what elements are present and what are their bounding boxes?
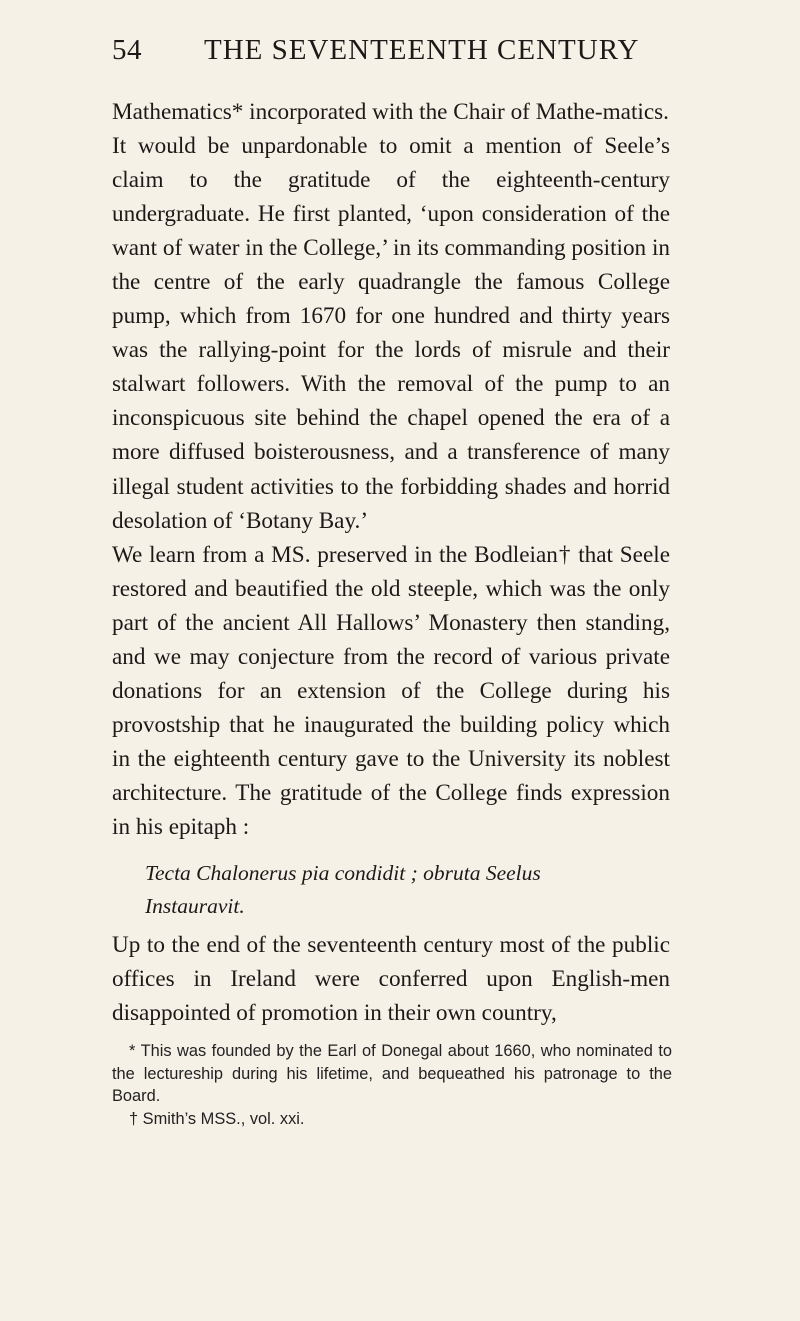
- footnote-2: † Smith’s MSS., vol. xxi.: [129, 1110, 305, 1129]
- paragraph-2: It would be unpardonable to omit a mention of Seele’s claim to the gratitude of the eighteenth-century undergraduate. He first planted, ‘upon consideration of the want of water in the College,’ in its commanding position in the centre of the early quadrangle the famous College pump, which from 1670 for one hundred and thirty years was the rallying-point for the lords of misrule and their stalwart followers. With the removal of the pump to an inconspicuous site behind the chapel opened the era of a more diffused boisterousness, and a transference of many illegal student activities to the forbidding shades and horrid desolation of ‘Botany Bay.’: [112, 133, 670, 534]
- main-text: [112, 95, 670, 844]
- paragraph-1: Mathematics* incorporated with the Chair of Mathe-matics.: [112, 99, 669, 125]
- epitaph-line-2: Instauravit.: [145, 894, 245, 918]
- epitaph: [145, 857, 665, 923]
- paragraph-3: We learn from a MS. preserved in the Bodleian† that Seele restored and beautified the old steeple, which was the only part of the ancient All Hallows’ Monastery then standing, and we may conjecture from the record of various private donations for an extension of the College during his provostship that he inaugurated the building policy which in the eighteenth century gave to the University its noblest architecture. The gratitude of the College finds expression in his epitaph :: [112, 541, 670, 840]
- running-title: THE SEVENTEENTH CENTURY: [204, 34, 640, 66]
- footnote-1: * This was founded by the Earl of Donegal about 1660, who nominated to the lectureship during his lifetime, and bequeathed his patronage to the Board.: [112, 1042, 672, 1106]
- footnotes: [112, 1040, 672, 1131]
- paragraph-4: Up to the end of the seventeenth century most of the public offices in Ireland were conferred upon English-men disappointed of promotion in their own country,: [112, 932, 670, 1027]
- page-number: 54: [112, 34, 142, 66]
- epitaph-line-1: Tecta Chalonerus pia condidit ; obruta Seelus: [145, 861, 541, 885]
- page-header: [112, 34, 672, 74]
